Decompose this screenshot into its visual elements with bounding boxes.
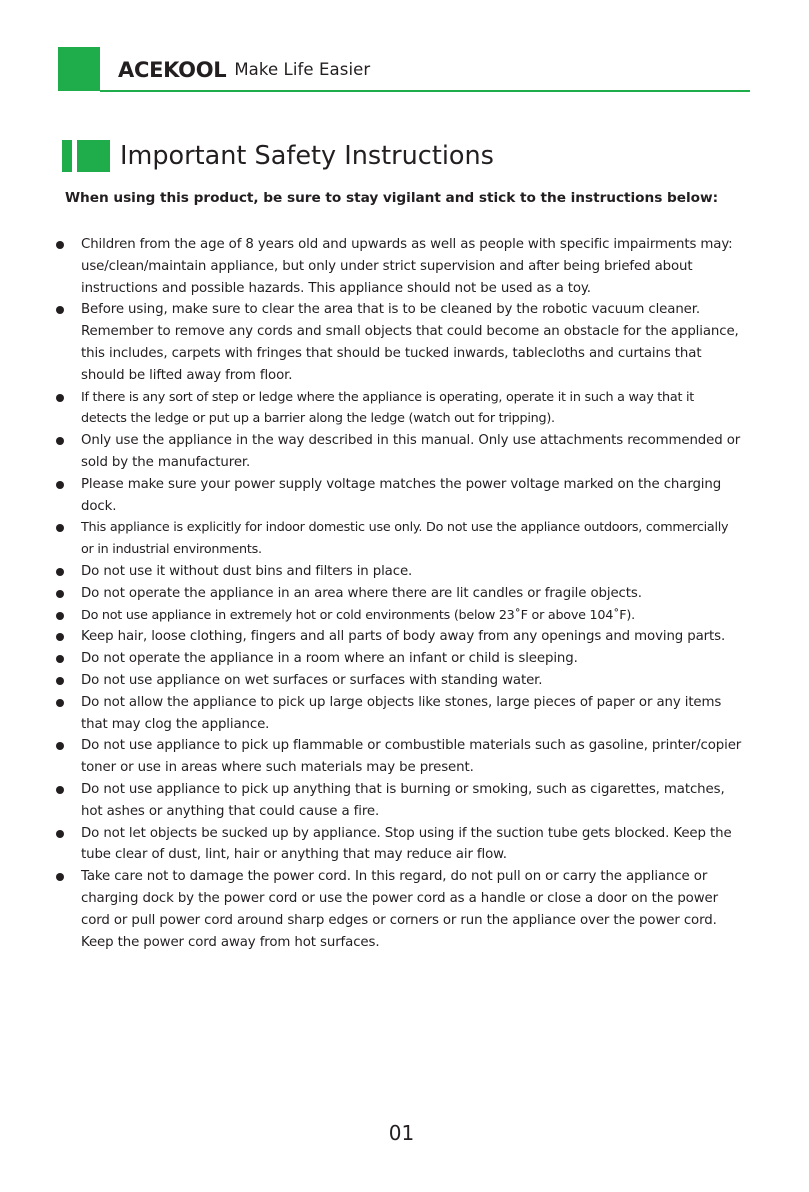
instruction-text: Children from the age of 8 years old and upwards as well as people with specific impairments may: use/clean/maintain appliance, but only under strict supervision and after being briefed about instructions and possible hazards. This appliance should not be used as a toy. xyxy=(81,237,733,296)
instruction-text: Do not operate the appliance in an area where there are lit candles or fragile objects. xyxy=(81,585,642,601)
instruction-item xyxy=(56,299,742,386)
instruction-item xyxy=(56,670,742,692)
instruction-text: Take care not to damage the power cord. In this regard, do not pull on or carry the appliance or charging dock by the power cord or use the power cord as a handle or close a door on the power cord or pull power cord around sharp edges or corners or run the appliance over the power cord. Keep the power cord away from hot surfaces. xyxy=(81,869,718,950)
bullet-icon xyxy=(56,873,64,881)
header-divider xyxy=(100,90,750,92)
instruction-item xyxy=(56,735,742,779)
bullet-icon xyxy=(56,306,64,314)
instruction-item xyxy=(56,430,742,474)
instruction-text: Only use the appliance in the way described in this manual. Only use attachments recommended or sold by the manufacturer. xyxy=(81,433,741,470)
instruction-text: Please make sure your power supply voltage matches the power voltage marked on the charging dock. xyxy=(81,476,722,514)
instruction-item xyxy=(56,823,742,867)
instruction-text: This appliance is explicitly for indoor domestic use only. Do not use the appliance outdoors, commercially or in industrial environments. xyxy=(81,520,729,558)
bullet-icon xyxy=(56,830,64,838)
instruction-item xyxy=(56,583,742,605)
instruction-text: Do not allow the appliance to pick up large objects like stones, large pieces of paper or any items that may clog the appliance. xyxy=(81,694,722,732)
instruction-item xyxy=(56,517,742,561)
bullet-icon xyxy=(56,699,64,707)
bullet-icon xyxy=(56,655,64,663)
header-green-block xyxy=(58,47,100,91)
instruction-text: Keep hair, loose clothing, fingers and all parts of body away from any openings and moving parts. xyxy=(81,629,726,645)
instruction-item xyxy=(56,561,742,583)
bullet-icon xyxy=(56,568,64,576)
instruction-text: Do not use appliance in extremely hot or cold environments (below 23˚F or above 104˚F). xyxy=(81,607,635,623)
bullet-icon xyxy=(56,241,64,249)
bullet-icon xyxy=(56,612,64,620)
safety-instruction-list xyxy=(56,234,742,953)
bullet-icon xyxy=(56,481,64,489)
page-title: Important Safety Instructions xyxy=(120,141,494,171)
instruction-item xyxy=(56,605,742,627)
instruction-item xyxy=(56,866,742,953)
bullet-icon xyxy=(56,394,64,402)
bullet-icon xyxy=(56,590,64,598)
bullet-icon xyxy=(56,524,64,532)
instruction-item xyxy=(56,648,742,670)
title-marker-large xyxy=(77,140,110,172)
bullet-icon xyxy=(56,742,64,750)
page-number: 01 xyxy=(388,1121,415,1145)
instruction-item xyxy=(56,387,742,431)
instruction-text: Do not operate the appliance in a room where an infant or child is sleeping. xyxy=(81,651,578,667)
acekool-logo: ACEKOOL xyxy=(118,58,227,82)
instruction-item xyxy=(56,234,742,299)
brand-tagline: Make Life Easier xyxy=(234,60,371,79)
instruction-text: Do not let objects be sucked up by appliance. Stop using if the suction tube gets blocked. Keep the tube clear of dust, lint, hair or anything that may reduce air flow. xyxy=(81,825,732,863)
intro-text: When using this product, be sure to stay vigilant and stick to the instructions below: xyxy=(65,190,719,206)
instruction-item xyxy=(56,779,742,823)
bullet-icon xyxy=(56,633,64,641)
instruction-text: Do not use appliance on wet surfaces or surfaces with standing water. xyxy=(81,672,543,688)
instruction-text: Do not use it without dust bins and filters in place. xyxy=(81,563,413,579)
title-marker-small xyxy=(62,140,72,172)
instruction-text: Before using, make sure to clear the area that is to be cleaned by the robotic vacuum cleaner. Remember to remove any cords and small objects that could become an obstacle for the appliance, this includes, carpets with fringes that should be tucked inwards, tablecloths and curtains that should be lifted away from floor. xyxy=(81,302,739,383)
bullet-icon xyxy=(56,677,64,685)
instruction-item xyxy=(56,692,742,736)
instruction-text: If there is any sort of step or ledge where the appliance is operating, operate it in such a way that it detects the ledge or put up a barrier along the ledge (watch out for tripping). xyxy=(81,389,695,427)
brand-header xyxy=(118,55,370,85)
instruction-item xyxy=(56,474,742,518)
instruction-text: Do not use appliance to pick up flammable or combustible materials such as gasoline, printer/copier toner or use in areas where such materials may be present. xyxy=(81,738,742,776)
bullet-icon xyxy=(56,786,64,794)
bullet-icon xyxy=(56,437,64,445)
instruction-text: Do not use appliance to pick up anything that is burning or smoking, such as cigarettes, matches, hot ashes or anything that could cause a fire. xyxy=(81,781,725,819)
instruction-item xyxy=(56,626,742,648)
